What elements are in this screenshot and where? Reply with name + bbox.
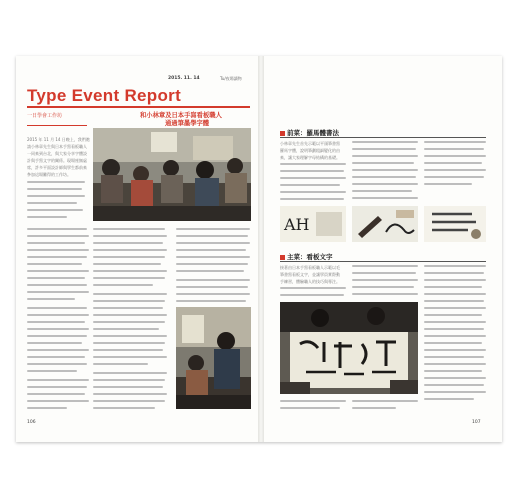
intro-line: 計與手寫文字的關係。現場座無虛 [27,158,87,163]
heading-rule [280,261,486,262]
intro-line: 席，許多平面設計師與學生都前來 [27,165,87,170]
section-heading-roman-calligraphy: 前菜：羅馬體書法 [280,128,339,137]
event-date: 2015. 11. 14 [168,76,200,81]
section-label: 一日學會工作坊 [27,113,63,119]
event-photo-audience [93,128,251,221]
photo-calligraphy-sheet [424,206,486,242]
red-square-icon [280,131,285,136]
photo-roman-letters [280,206,346,242]
page-number-left: 106 [27,420,36,425]
svg-text:AH: AH [284,215,310,234]
title-rule [27,106,250,108]
section-rule [27,125,87,126]
subtitle-line-2: 通過筆墨學字體 [165,120,210,127]
intro-line: 參加這場難得的工作坊。 [27,172,71,177]
event-photo-speaker [176,307,251,409]
section1-line: 羅馬字體，說明筆劃粗細變化的由 [280,148,340,153]
issue-label: Tu/夜場讀物 [220,76,242,81]
section-heading-signboard-lettering: 主菜：看板文字 [280,252,333,261]
photo-pen-writing [352,206,418,242]
section2-line: 筆書寫看板文字，並讓學員實際動 [280,272,340,277]
intro-line: 2015 年 11 月 14 日晚上，我們邀 [27,137,90,142]
section1-line: 小林章先生首先示範以平頭筆書寫 [280,141,340,146]
section2-line: 手練習，體驗職人的技巧與專注。 [280,279,340,284]
intro-line: 請小林章先生與日本手寫看板職人 [27,144,87,149]
section2-line: 接著由日本手寫看板職人示範以毛 [280,265,340,270]
red-square-icon [280,255,285,260]
heading-rule [280,137,486,138]
book-gutter [258,56,264,442]
section1-line: 來，讓大家理解字母結構的基礎。 [280,155,340,160]
photo-workshop-brush [280,302,418,394]
subtitle-line-1: 和小林章及日本手寫看板職人 [140,112,222,119]
intro-line: 一同來到台北，與大家分享字體設 [27,151,87,156]
page-number-right: 107 [472,420,481,425]
page-title: Type Event Report [27,86,182,105]
